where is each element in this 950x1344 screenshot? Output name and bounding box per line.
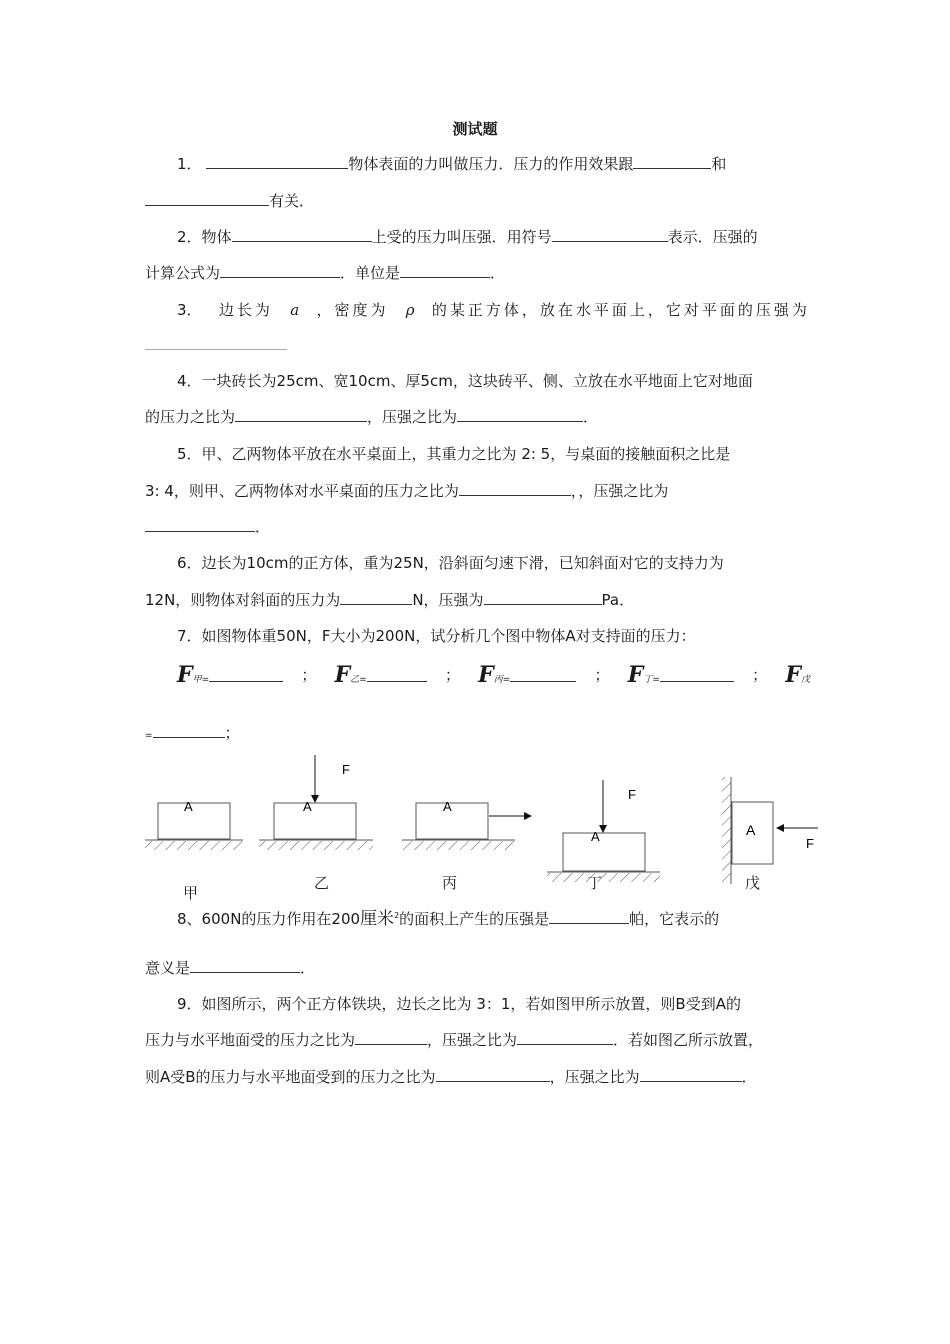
question-6-line-2 (145, 589, 810, 611)
force-symbol: F (177, 662, 193, 688)
question-text: 意义是 (145, 959, 191, 977)
answer-blank[interactable] (549, 908, 629, 924)
force-figures (0, 755, 950, 905)
question-text: 压力与水平地面受的压力之比为 (145, 1031, 356, 1049)
force-label: F (342, 762, 350, 777)
question-3-line-2 (145, 334, 810, 356)
force-label: F (628, 787, 636, 802)
answer-blank[interactable] (457, 406, 583, 422)
force-subscript: 戊 (800, 675, 810, 685)
block-label: A (591, 829, 600, 844)
question-text: ． (300, 959, 316, 977)
equals-sign: = (201, 675, 210, 685)
question-text: ． (583, 408, 599, 426)
answer-blank[interactable] (340, 589, 412, 605)
answer-blank[interactable] (510, 666, 576, 682)
answer-blank[interactable] (206, 153, 348, 169)
area-exponent: 2 (394, 911, 400, 920)
question-text: 表示．压强的 (667, 228, 758, 246)
equals-sign: = (145, 731, 153, 741)
question-9-line-1: 9．如图所示，两个正方体铁块，边长之比为 3：1，若如图甲所示放置，则B受到A的 (177, 995, 741, 1013)
answer-blank[interactable] (145, 190, 269, 206)
separator: ； (444, 666, 460, 684)
question-number: 1． (177, 155, 202, 173)
question-text: ，密度为 (316, 301, 389, 319)
question-text: 12N，则物体对斜面的压力为 (145, 591, 341, 609)
figure-caption-wu: 戊 (745, 874, 761, 892)
question-2-line-2 (145, 262, 810, 284)
answer-blank[interactable] (633, 153, 711, 169)
question-text: ，压强之比为 (427, 1031, 518, 1049)
answer-blank[interactable] (367, 666, 427, 682)
question-text: 计算公式为 (145, 264, 221, 282)
answer-blank[interactable] (145, 516, 255, 532)
figure-yi (259, 755, 373, 850)
separator: ； (301, 666, 317, 684)
question-text: 则A受B的压力与水平地面受到的压力之比为 (145, 1068, 436, 1086)
figure-wu (722, 777, 818, 884)
question-text: ．若如图乙所示放置， (613, 1031, 764, 1049)
question-7-force-row (177, 660, 810, 695)
question-5-line-3 (145, 516, 810, 538)
block-label: A (746, 822, 756, 838)
answer-blank[interactable] (400, 262, 490, 278)
question-9-line-3 (145, 1066, 810, 1088)
force-subscript: 丙 (493, 675, 503, 685)
question-number: 3． (177, 301, 202, 319)
question-3-line-1 (177, 299, 810, 321)
force-symbol: F (478, 662, 494, 688)
figure-caption-yi: 乙 (314, 874, 330, 892)
force-subscript: 丁 (643, 675, 653, 685)
question-7-line-1: 7．如图物体重50N，F大小为200N，试分析几个图中物体A对支持面的压力： (177, 627, 696, 645)
question-text: 的面积上产生的压强是 (399, 910, 550, 928)
block-label: A (184, 799, 193, 814)
question-text: 上受的压力叫压强．用符号 (371, 228, 552, 246)
separator: ； (594, 666, 610, 684)
question-text: 物体表面的力叫做压力．压力的作用效果跟 (348, 155, 634, 173)
force-symbol: F (334, 662, 351, 688)
answer-blank[interactable] (517, 1029, 613, 1045)
answer-blank[interactable] (220, 262, 340, 278)
answer-blank[interactable] (145, 334, 287, 350)
question-5-line-2 (145, 480, 810, 502)
question-5-line-1: 5．甲、乙两物体平放在水平桌面上，其重力之比为 2: 5，与桌面的接触面积之比是 (177, 445, 731, 463)
question-text: ． (741, 1068, 757, 1086)
question-number: 2． (177, 228, 202, 246)
question-text: ．单位是 (340, 264, 401, 282)
question-text: ，压强之比为 (549, 1068, 640, 1086)
answer-blank[interactable] (355, 1029, 427, 1045)
answer-blank[interactable] (436, 1066, 550, 1082)
force-symbol: F (627, 662, 644, 688)
separator: ； (224, 724, 240, 742)
answer-blank[interactable] (640, 1066, 742, 1082)
equals-sign: = (502, 675, 511, 685)
answer-blank[interactable] (484, 589, 602, 605)
figure-caption-jia: 甲 (183, 884, 199, 902)
question-text: 的某正方体，放在水平面上，它对平面的压强为 (431, 301, 810, 319)
question-8-line-1 (177, 905, 810, 930)
force-subscript: 乙 (350, 675, 360, 685)
question-4-line-2 (145, 406, 810, 428)
separator: ； (752, 666, 768, 684)
question-6-line-1: 6．边长为10cm的正方体，重为25N，沿斜面匀速下滑，已知斜面对它的支持力为 (177, 554, 724, 572)
question-text: 的压力之比为 (145, 408, 236, 426)
question-text: 帕，它表示的 (629, 910, 720, 928)
block-label: A (443, 799, 452, 814)
question-text: ，压强之比为 (367, 408, 458, 426)
force-label: F (806, 836, 814, 851)
figure-bing (402, 799, 530, 850)
figure-ding (547, 780, 660, 882)
answer-blank[interactable] (209, 666, 283, 682)
figure-jia (145, 799, 243, 850)
answer-blank[interactable] (232, 226, 372, 242)
force-subscript: 甲 (192, 675, 202, 685)
question-text: 物体 (201, 228, 232, 246)
area-unit: 厘米 (360, 909, 395, 929)
question-text: 边长为 (218, 301, 273, 319)
question-7-line-3 (145, 722, 810, 747)
answer-blank[interactable] (235, 406, 367, 422)
question-text: 3: 4，则甲、乙两物体对水平桌面的压力之比为 (145, 482, 459, 500)
question-number: 8、 (177, 910, 202, 928)
equals-sign: = (652, 675, 660, 685)
answer-blank[interactable] (459, 480, 571, 496)
question-8-line-2 (145, 957, 810, 979)
force-symbol: F (785, 662, 801, 688)
question-text: 有关． (269, 192, 315, 210)
answer-blank[interactable] (552, 226, 668, 242)
question-text: 和 (711, 155, 727, 173)
question-1-line-2 (145, 190, 810, 212)
question-text: ． (255, 518, 271, 536)
block-label: A (303, 799, 312, 814)
answer-blank[interactable] (153, 722, 225, 738)
variable-rho: ρ (405, 301, 415, 319)
answer-blank[interactable] (190, 957, 300, 973)
page-title: 测试题 (452, 120, 498, 138)
question-4-line-1: 4．一块砖长为25cm、宽10cm、厚5cm，这块砖平、侧、立放在水平地面上它对地面 (177, 372, 753, 390)
question-text: N，压强为 (412, 591, 484, 609)
variable-a: a (290, 301, 300, 319)
question-text: Pa． (601, 591, 635, 609)
question-text: ，，压强之比为 (570, 482, 669, 500)
figure-caption-ding: 丁 (587, 874, 603, 892)
answer-blank[interactable] (660, 666, 734, 682)
question-text: ． (490, 264, 506, 282)
figure-caption-bing: 丙 (442, 874, 458, 892)
question-text: N的压力作用在 (230, 910, 332, 928)
area-value: 200 (331, 910, 361, 928)
equals-sign: = (359, 675, 367, 685)
question-1-line-1 (177, 153, 810, 175)
force-value: 600 (201, 910, 231, 928)
question-2-line-1 (177, 226, 810, 248)
question-9-line-2 (145, 1029, 810, 1051)
